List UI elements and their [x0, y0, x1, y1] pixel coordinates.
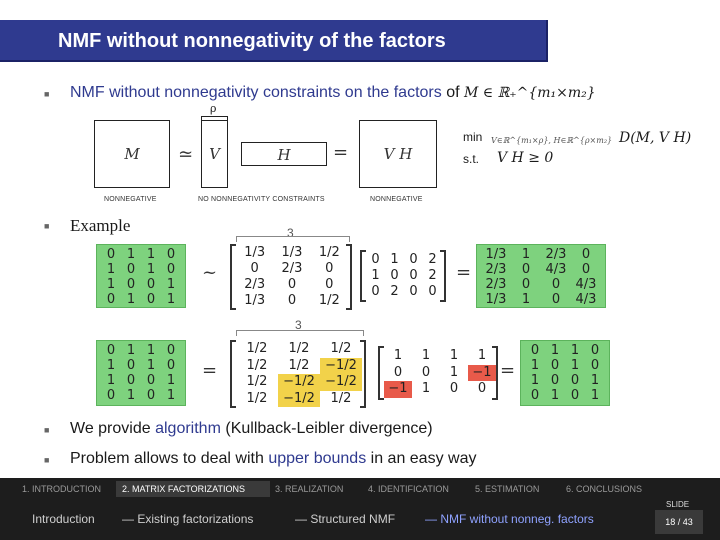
matrix-H-box	[241, 142, 327, 166]
matrix-cell: 0	[521, 277, 531, 292]
matrix-cell: 2/3	[281, 261, 303, 276]
matrix-cell: 1/2	[288, 357, 310, 373]
matrix-cell: 0	[126, 262, 136, 277]
matrix-cell: −1/2	[278, 391, 320, 408]
approx-symbol: ≃	[178, 144, 194, 165]
bullet-1-of: of	[446, 84, 460, 101]
matrix-cell: 1/2	[318, 245, 340, 260]
rho-label: ρ	[210, 102, 217, 115]
matrix-cell: 0	[421, 364, 431, 380]
example-2-V-bracket-right	[360, 340, 366, 408]
example-2-matrix-H	[384, 348, 496, 398]
rank-brace-1	[236, 236, 350, 242]
nav-section-introduction[interactable]: 1. INTRODUCTION	[22, 484, 102, 494]
matrix-cell: 0	[287, 277, 297, 292]
bullet-1-text: NMF without nonnegativity constraints on the factors	[70, 84, 442, 101]
matrix-cell: 0	[428, 284, 437, 299]
matrix-cell: 4/3	[575, 277, 597, 292]
matrix-cell: 0	[146, 277, 156, 292]
matrix-cell: 1/3	[281, 245, 303, 260]
slide-number: 18 / 43	[655, 510, 703, 534]
matrix-cell: 1	[530, 373, 540, 388]
equals-symbol: =	[333, 142, 349, 163]
bullet-3	[44, 420, 644, 440]
matrix-cell: 0	[477, 381, 487, 397]
slide-title: NMF without nonnegativity of the factors	[58, 30, 446, 52]
matrix-M-box	[94, 120, 170, 188]
matrix-cell: 1/2	[330, 390, 352, 406]
matrix-cell: 1/2	[318, 293, 340, 308]
matrix-cell: 1/3	[244, 245, 266, 260]
matrix-cell: 1	[146, 247, 156, 262]
matrix-cell: 1	[146, 343, 156, 358]
matrix-cell: 0	[530, 388, 540, 403]
bullet-1	[44, 84, 644, 104]
matrix-cell: 1	[166, 292, 176, 307]
matrix-cell: 0	[521, 262, 531, 277]
optimization-problem	[463, 130, 713, 174]
nav-sub-existing-factorizations[interactable]: — Existing factorizations	[122, 512, 254, 526]
matrix-cell: 1	[106, 262, 116, 277]
matrix-VH-box	[359, 120, 437, 188]
matrix-cell: 0	[550, 373, 560, 388]
bullet-4-pre: Problem allows to deal with	[70, 450, 264, 467]
matrix-cell: 1	[550, 388, 560, 403]
matrix-cell: 0	[590, 343, 600, 358]
matrix-cell: 1	[390, 252, 399, 267]
matrix-cell: 1	[126, 292, 136, 307]
matrix-cell: 0	[146, 292, 156, 307]
matrix-cell: 1/2	[246, 341, 268, 356]
matrix-cell: 0	[409, 268, 418, 283]
matrix-cell: 1	[449, 348, 459, 363]
matrix-cell: 1	[550, 343, 560, 358]
matrix-cell: 1	[371, 268, 380, 283]
matrix-cell: 0	[393, 364, 403, 380]
matrix-cell: 0	[106, 292, 116, 307]
label-nonnegative-result: NONNEGATIVE	[370, 196, 423, 203]
bullet-4	[44, 450, 644, 470]
example-1-matrix-result	[476, 244, 606, 308]
example-1-matrix-V	[236, 245, 348, 309]
example-1-H-bracket-right	[440, 250, 446, 302]
matrix-cell: 1	[449, 364, 459, 380]
matrix-cell: 1/3	[485, 292, 507, 307]
matrix-cell: 1	[570, 343, 580, 358]
example-1-matrix-H	[366, 252, 442, 300]
nav-section-matrix-factorizations[interactable]: 2. MATRIX FACTORIZATIONS	[122, 484, 246, 494]
matrix-cell: 4/3	[575, 292, 597, 307]
matrix-cell: 0	[106, 388, 116, 403]
rank-label-1: 3	[287, 226, 294, 240]
matrix-cell: 1	[146, 358, 156, 373]
matrix-cell: 2	[428, 268, 437, 283]
nav-section-identification[interactable]: 4. IDENTIFICATION	[368, 484, 449, 494]
nav-sub-introduction[interactable]: Introduction	[32, 512, 95, 526]
rank-label-2: 3	[295, 318, 302, 332]
matrix-cell: 0	[126, 373, 136, 388]
nav-section-realization[interactable]: 3. REALIZATION	[275, 484, 344, 494]
matrix-cell: 1/3	[485, 247, 507, 262]
matrix-cell: 2/3	[545, 247, 567, 262]
matrix-cell: 0	[581, 247, 591, 262]
matrix-cell: 0	[126, 358, 136, 373]
title-bar	[0, 20, 548, 62]
bullet-3-highlight: algorithm	[155, 420, 221, 437]
matrix-cell: 0	[106, 343, 116, 358]
matrix-cell: 0	[449, 381, 459, 397]
matrix-cell: 1	[393, 348, 403, 363]
matrix-cell: 4/3	[545, 262, 567, 277]
matrix-cell: 1	[521, 292, 531, 307]
matrix-VH-symbol: V H	[383, 145, 413, 163]
matrix-cell: 0	[166, 358, 176, 373]
opt-min: min	[463, 130, 483, 144]
matrix-cell: 1	[126, 343, 136, 358]
matrix-cell: 1/2	[246, 390, 268, 406]
matrix-cell: 0	[106, 247, 116, 262]
matrix-cell: 1	[590, 388, 600, 403]
bullet-4-highlight: upper bounds	[268, 450, 367, 467]
bullet-3-pre: We provide	[70, 420, 151, 437]
matrix-cell: 0	[581, 262, 591, 277]
matrix-cell: −1/2	[320, 374, 362, 391]
matrix-V-box	[201, 120, 228, 188]
matrix-cell: 0	[325, 277, 334, 292]
matrix-cell: 0	[146, 373, 156, 388]
label-nonnegative-M: NONNEGATIVE	[104, 196, 157, 203]
matrix-cell: 1	[570, 358, 580, 373]
matrix-cell: 1	[421, 381, 431, 397]
matrix-cell: 0	[371, 252, 380, 267]
matrix-cell: 1	[146, 262, 156, 277]
matrix-cell: 0	[409, 252, 418, 267]
matrix-cell: 1	[106, 277, 116, 292]
matrix-M-symbol: M	[124, 145, 140, 163]
matrix-cell: 1/2	[246, 357, 268, 373]
matrix-cell: 1	[590, 373, 600, 388]
matrix-cell: 0	[409, 284, 418, 299]
nav-sub-nmf-without-nonneg[interactable]: — NMF without nonneg. factors	[425, 512, 594, 526]
bullet-4-post: in an easy way	[370, 450, 477, 467]
matrix-cell: 1	[126, 388, 136, 403]
bullet-marker-icon: ■	[44, 221, 50, 231]
matrix-cell: −1/2	[278, 374, 320, 391]
matrix-cell: 2	[428, 252, 437, 267]
matrix-cell: 0	[590, 358, 600, 373]
matrix-cell: 0	[287, 293, 297, 308]
matrix-cell: 0	[551, 277, 561, 292]
matrix-cell: 1/3	[244, 293, 266, 308]
matrix-cell: 1	[477, 348, 487, 363]
matrix-cell: 0	[550, 358, 560, 373]
example-2-matrix-M	[96, 340, 186, 406]
matrix-cell: 1	[166, 373, 176, 388]
example-2-equals-1: =	[202, 360, 218, 381]
matrix-cell: 1	[106, 358, 116, 373]
matrix-cell: 0	[570, 373, 580, 388]
opt-constraint: V H ≥ 0	[497, 150, 554, 166]
matrix-cell: 0	[146, 388, 156, 403]
matrix-cell: −1/2	[320, 358, 362, 375]
bullet-1-math: M ∈ ℝ₊^{m₁×m₂}	[463, 85, 596, 101]
matrix-cell: −1	[384, 381, 412, 398]
opt-st: s.t.	[463, 152, 480, 166]
matrix-cell: −1	[468, 365, 496, 382]
example-1-approx: ~	[202, 262, 218, 283]
matrix-H-symbol: H	[277, 146, 291, 164]
bullet-marker-icon: ■	[44, 89, 50, 99]
rank-brace-2	[236, 330, 364, 336]
matrix-cell: 0	[166, 247, 176, 262]
example-1-equals: =	[456, 262, 472, 283]
matrix-cell: 1/2	[288, 341, 310, 356]
opt-min-sub: V∈ℝ^{m₁×ρ}, H∈ℝ^{ρ×m₂}	[491, 136, 613, 145]
matrix-cell: 0	[250, 261, 259, 276]
nav-section-conclusions[interactable]: 6. CONCLUSIONS	[566, 484, 643, 494]
matrix-cell: 1	[106, 373, 116, 388]
example-1-V-bracket-right	[346, 244, 352, 310]
matrix-cell: 2	[390, 284, 399, 299]
bullet-marker-icon: ■	[44, 425, 50, 435]
matrix-cell: 1	[126, 247, 136, 262]
example-2-matrix-V	[236, 341, 362, 407]
slide-label: SLIDE	[666, 500, 690, 509]
matrix-cell: 0	[126, 277, 136, 292]
label-no-constraints: NO NONNEGATIVITY CONSTRAINTS	[198, 196, 325, 203]
example-2-matrix-result	[520, 340, 610, 406]
matrix-cell: 1	[166, 277, 176, 292]
matrix-cell: 2/3	[485, 277, 507, 292]
bullet-2-text: Example	[70, 216, 131, 235]
bullet-3-post: (Kullback-Leibler divergence)	[225, 420, 433, 437]
matrix-cell: 0	[325, 261, 334, 276]
matrix-cell: 0	[390, 268, 399, 283]
matrix-cell: 0	[530, 343, 540, 358]
matrix-cell: 1/2	[246, 374, 268, 389]
bullet-marker-icon: ■	[44, 455, 50, 465]
bullet-2	[44, 216, 244, 236]
matrix-cell: 0	[371, 284, 380, 299]
matrix-cell: 1	[521, 247, 531, 262]
example-2-equals-2: =	[500, 360, 516, 381]
example-2-H-bracket-right	[492, 346, 498, 400]
matrix-cell: 0	[551, 292, 561, 307]
matrix-V-symbol: V	[209, 145, 220, 163]
matrix-cell: 0	[166, 343, 176, 358]
example-1-matrix-M	[96, 244, 186, 308]
matrix-cell: 0	[570, 388, 580, 403]
nav-section-estimation[interactable]: 5. ESTIMATION	[475, 484, 540, 494]
opt-objective: D(M, V H)	[619, 130, 692, 146]
matrix-cell: 2/3	[244, 277, 266, 292]
matrix-cell: 2/3	[485, 262, 507, 277]
matrix-cell: 1	[421, 348, 431, 363]
matrix-cell: 1/2	[330, 341, 352, 356]
matrix-cell: 1	[530, 358, 540, 373]
nav-sub-structured-nmf[interactable]: — Structured NMF	[295, 512, 396, 526]
matrix-cell: 1	[166, 388, 176, 403]
matrix-cell: 0	[166, 262, 176, 277]
